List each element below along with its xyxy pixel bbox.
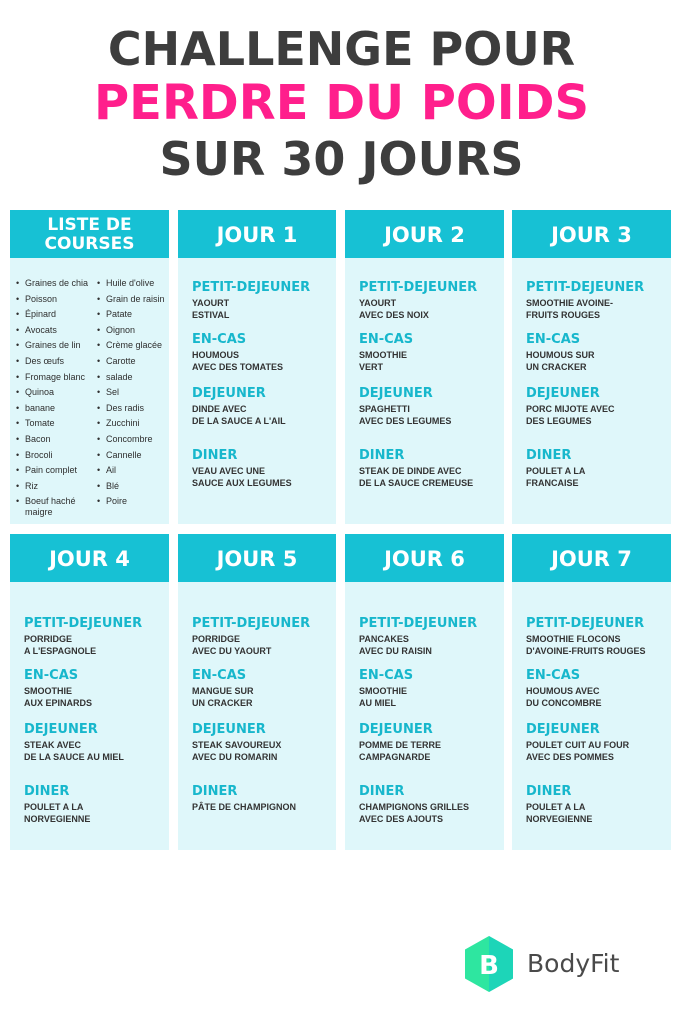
meal-description: SMOOTHIE AUX EPINARDS [24, 686, 93, 708]
meal-label: EN-CAS [359, 668, 414, 683]
meal-label: DEJEUNER [192, 722, 266, 737]
shopping-list-item: • Bacon [16, 434, 88, 445]
meal-description: MANGUE SUR UN CRACKER [192, 686, 254, 708]
meal-description: POULET A LA NORVEGIENNE [526, 802, 593, 824]
day-title: JOUR 2 [345, 210, 504, 258]
meal-block [526, 386, 663, 427]
shopping-list-item: • Riz [16, 481, 88, 492]
shopping-list-card [10, 210, 169, 524]
bodyfit-brand-name: BodyFit [527, 949, 620, 978]
meal-description: PÂTE DE CHAMPIGNON [192, 802, 297, 812]
meal-description: POULET CUIT AU FOUR AVEC DES POMMES [526, 740, 630, 762]
day-card-3 [512, 210, 671, 524]
bodyfit-logo-letter: B [479, 951, 499, 981]
bodyfit-hexagon-logo-icon [463, 935, 515, 993]
shopping-list-item: • Fromage blanc [16, 372, 88, 383]
meal-label: PETIT-DEJEUNER [359, 280, 478, 295]
meal-description: STEAK SAVOUREUX AVEC DU ROMARIN [192, 740, 282, 762]
shopping-list-item: • Poisson [16, 294, 88, 305]
meal-description: SMOOTHIE AVOINE- FRUITS ROUGES [526, 298, 614, 320]
meal-label: DEJEUNER [526, 722, 600, 737]
meal-block [192, 668, 328, 709]
meal-description: SMOOTHIE VERT [359, 350, 408, 372]
meal-block [24, 722, 161, 763]
shopping-list-title-line2: COURSES [44, 234, 135, 254]
shopping-list-item: • Patate [97, 309, 165, 320]
meal-description: PANCAKES AVEC DU RAISIN [359, 634, 432, 656]
meal-block [359, 668, 496, 709]
day-card-2 [345, 210, 504, 524]
meal-label: DINER [359, 448, 405, 463]
meal-block [526, 722, 663, 763]
meal-block [526, 448, 663, 489]
meal-label: EN-CAS [526, 668, 581, 683]
meal-description: HOUMOUS AVEC DU CONCOMBRE [526, 686, 602, 708]
meal-block [192, 722, 328, 763]
meal-description: YAOURT ESTIVAL [192, 298, 230, 320]
shopping-list-item: • banane [16, 403, 88, 414]
meal-block [192, 448, 328, 489]
shopping-list-item: • Huile d'olive [97, 278, 165, 289]
meal-block [192, 616, 328, 657]
meal-description: POMME DE TERRE CAMPAGNARDE [359, 740, 442, 762]
shopping-list-item: • Oignon [97, 325, 165, 336]
meal-description: PORRIDGE AVEC DU YAOURT [192, 634, 272, 656]
meal-description: SPAGHETTI AVEC DES LEGUMES [359, 404, 452, 426]
meal-label: DEJEUNER [526, 386, 600, 401]
shopping-list-item: • salade [97, 372, 165, 383]
shopping-list-item: • Grain de raisin [97, 294, 165, 305]
day-card-6 [345, 534, 504, 850]
meal-description: STEAK DE DINDE AVEC DE LA SAUCE CREMEUSE [359, 466, 474, 488]
meal-block [526, 784, 663, 825]
meal-description: PORRIDGE A L'ESPAGNOLE [24, 634, 97, 656]
meal-description: PORC MIJOTE AVEC DES LEGUMES [526, 404, 615, 426]
shopping-list-item: • Carotte [97, 356, 165, 367]
day-card-1 [178, 210, 336, 524]
meal-block [359, 280, 496, 321]
meal-label: DINER [526, 784, 572, 799]
meal-description: YAOURT AVEC DES NOIX [359, 298, 429, 320]
meal-block [192, 386, 328, 427]
shopping-list-item: • Zucchini [97, 418, 165, 429]
day-card-7 [512, 534, 671, 850]
meal-label: EN-CAS [192, 668, 247, 683]
meal-block [526, 332, 663, 373]
meal-label: DINER [192, 448, 238, 463]
meal-description: VEAU AVEC UNE SAUCE AUX LEGUMES [192, 466, 292, 488]
meal-description: HOUMOUS SUR UN CRACKER [526, 350, 595, 372]
shopping-list-column-2 [97, 278, 165, 512]
meal-label: EN-CAS [24, 668, 79, 683]
meal-label: DINER [192, 784, 238, 799]
shopping-list-item: • Ail [97, 465, 165, 476]
title-line-3: SUR 30 JOURS [159, 132, 524, 186]
shopping-list-column-1 [16, 278, 88, 523]
meal-label: DEJEUNER [359, 722, 433, 737]
meal-description: CHAMPIGNONS GRILLES AVEC DES AJOUTS [359, 802, 470, 824]
meal-label: PETIT-DEJEUNER [526, 280, 645, 295]
meal-block [24, 668, 161, 709]
shopping-list-item: • Sel [97, 387, 165, 398]
shopping-list-item: • Graines de chia [16, 278, 88, 289]
shopping-list-item: • Tomate [16, 418, 88, 429]
meal-label: PETIT-DEJEUNER [24, 616, 143, 631]
meal-label: PETIT-DEJEUNER [359, 616, 478, 631]
shopping-list-item: • Blé [97, 481, 165, 492]
meal-label: PETIT-DEJEUNER [526, 616, 645, 631]
shopping-list-item: • Des œufs [16, 356, 88, 367]
meal-label: EN-CAS [359, 332, 414, 347]
day-title: JOUR 6 [345, 534, 504, 582]
meal-description: DINDE AVEC DE LA SAUCE A L'AIL [192, 404, 286, 426]
shopping-list-item: • Crème glacée [97, 340, 165, 351]
meal-description: STEAK AVEC DE LA SAUCE AU MIEL [24, 740, 124, 762]
shopping-list-item: • Graines de lin [16, 340, 88, 351]
day-title: JOUR 5 [178, 534, 336, 582]
meal-label: EN-CAS [192, 332, 247, 347]
day-title: JOUR 7 [512, 534, 671, 582]
meal-description: HOUMOUS AVEC DES TOMATES [192, 350, 284, 372]
meal-block [359, 784, 496, 825]
shopping-list-item: • Poire [97, 496, 165, 507]
meal-label: PETIT-DEJEUNER [192, 280, 311, 295]
meal-label: PETIT-DEJEUNER [192, 616, 311, 631]
shopping-list-title-line1: LISTE DE [47, 215, 132, 235]
meal-block [526, 280, 663, 321]
meal-block [192, 280, 328, 321]
shopping-list-item: • Quinoa [16, 387, 88, 398]
meal-block [526, 668, 663, 709]
shopping-list-item: • Pain complet [16, 465, 88, 476]
shopping-list-item: • Brocoli [16, 450, 88, 461]
meal-block [359, 722, 496, 763]
shopping-list-item: • Concombre [97, 434, 165, 445]
meal-description: POULET A LA NORVEGIENNE [24, 802, 91, 824]
meal-label: DEJEUNER [192, 386, 266, 401]
meal-block [24, 784, 161, 825]
meal-block [526, 616, 663, 657]
meal-label: DEJEUNER [359, 386, 433, 401]
meal-label: EN-CAS [526, 332, 581, 347]
meal-block [359, 386, 496, 427]
shopping-list-item: • Cannelle [97, 450, 165, 461]
day-card-5 [178, 534, 336, 850]
day-card-4 [10, 534, 169, 850]
shopping-list-item: • Des radis [97, 403, 165, 414]
meal-description: SMOOTHIE FLOCONS D'AVOINE-FRUITS ROUGES [526, 634, 646, 656]
day-title: JOUR 4 [10, 534, 169, 582]
meal-label: DINER [526, 448, 572, 463]
meal-description: POULET A LA FRANCAISE [526, 466, 586, 488]
title-line-2: PERDRE DU POIDS [93, 75, 590, 131]
meal-block [359, 448, 496, 489]
shopping-list-item: • Épinard [16, 309, 88, 320]
bodyfit-brand [463, 935, 663, 995]
meal-block [359, 332, 496, 373]
meal-label: DEJEUNER [24, 722, 98, 737]
meal-description: SMOOTHIE AU MIEL [359, 686, 408, 708]
shopping-list-item: • Boeuf haché maigre [16, 496, 88, 518]
meal-block [359, 616, 496, 657]
shopping-list-item: • Avocats [16, 325, 88, 336]
title-line-1: CHALLENGE POUR [107, 22, 576, 76]
meal-label: DINER [359, 784, 405, 799]
day-title: JOUR 3 [512, 210, 671, 258]
meal-block [192, 332, 328, 373]
meal-label: DINER [24, 784, 70, 799]
shopping-list-header [10, 210, 169, 258]
meal-block [24, 616, 161, 657]
meal-block [192, 784, 328, 814]
day-title: JOUR 1 [178, 210, 336, 258]
